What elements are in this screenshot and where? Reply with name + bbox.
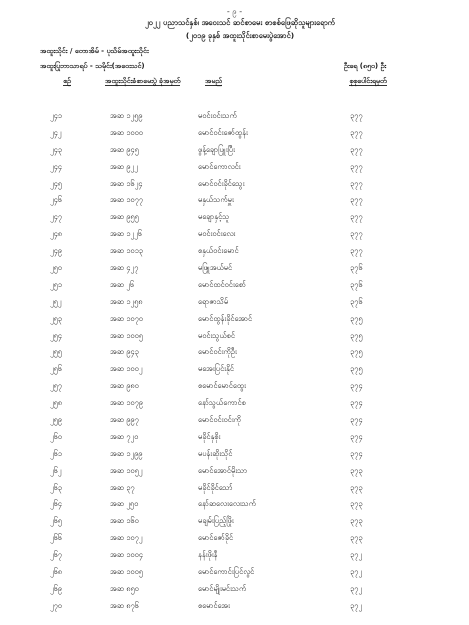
student-name: မောင်ဇော်ခိုင် (198, 533, 234, 543)
table-row (0, 463, 469, 480)
document-title: ၂၀၂၂ ပညာသင်နှစ်၊ အဝေးသင် ဆင်စာမေး စာစစ်ဖြေဆိုသူများရောက် (144, 18, 336, 27)
roll-number: အဆ ၁၀၀၅ (110, 567, 143, 577)
student-name: ဖွန့်ချောပြူးပြီး (198, 144, 235, 154)
total-marks: ၃၇၆ (350, 296, 363, 306)
student-name: မဝင်းဝင်းလေး (198, 229, 236, 239)
table-row (0, 226, 469, 243)
total-marks: ၃၇၄ (350, 415, 363, 425)
table-row (0, 513, 469, 530)
student-name: နန်းဖိုးနီ (198, 550, 218, 560)
roll-number: အဆ ၉၂၂ (110, 161, 138, 171)
student-name: မပန်းဆိုးသိုင် (198, 448, 233, 458)
roll-number: အဆ ၂၅၀ (110, 499, 139, 509)
row-number: ၂၅၅ (50, 347, 62, 357)
roll-number: အဆ ၉၄၃ (110, 347, 139, 357)
roll-number: အဆ ၁၂၅၉ (110, 111, 143, 120)
student-name: ရောဇာသိမ် (198, 296, 229, 306)
table-row (0, 209, 469, 226)
table-row (0, 192, 469, 209)
table-row (0, 446, 469, 463)
table-row (0, 328, 469, 345)
row-number: ၂၆၁ (50, 448, 62, 458)
student-name: စမောင်မောင်ထွေး (198, 381, 246, 391)
roll-number: အဆ ၁၀၇၉ (110, 398, 143, 408)
table-row (0, 294, 469, 311)
roll-number: အဆ ၈၅၀ (110, 583, 139, 593)
table-row (0, 598, 469, 615)
roll-number: အဆ ၁၀၇၀ (110, 313, 143, 323)
table-row (0, 142, 469, 159)
row-number: ၂၅၄ (50, 330, 62, 340)
table-row (0, 581, 469, 598)
total-marks: ၃၇၄ (350, 431, 363, 441)
total-marks: ၃၇၂ (350, 583, 362, 593)
table-row (0, 429, 469, 446)
table-row (0, 530, 469, 547)
student-name: မောင်ဝင်းခိုင်သွေး (198, 178, 245, 188)
row-number: ၂၅၂ (50, 296, 62, 306)
roll-number: အဆ ၁၀၀၀ (110, 127, 143, 137)
total-marks: ၃၇၇ (350, 229, 363, 239)
total-marks: ၃၇၄ (350, 398, 363, 408)
total-marks: ၃၇၇ (350, 212, 363, 222)
table-row (0, 496, 469, 513)
student-name: မောင်ဝင်းဝင်းကို (198, 415, 241, 425)
row-number: ၂၄၂ (50, 127, 62, 137)
column-header-name: အမည် (205, 77, 223, 85)
table-row (0, 108, 469, 125)
total-marks: ၃၇၇ (350, 195, 363, 205)
total-marks: ၃၇၂ (350, 567, 362, 577)
student-name: မောင်မျိုးမင်းသက် (198, 583, 247, 593)
row-number: ၂၇၀ (50, 600, 62, 610)
roll-number: အဆ ၁၂၉၉ (110, 448, 143, 458)
total-marks: ၃၇၄ (350, 381, 363, 391)
row-number: ၂၄၅ (50, 178, 62, 188)
total-marks: ၃၇၃ (350, 482, 363, 492)
student-name: နော်ဆလေးလေးသက် (198, 499, 257, 509)
total-marks: ၃၇၇ (350, 144, 363, 154)
roll-number: အဆ ၁၂၅၈ (110, 296, 143, 306)
table-row (0, 311, 469, 328)
table-row (0, 243, 469, 260)
student-name: မောင်ကောလင်း (198, 161, 241, 171)
column-header-no: စဉ် (63, 77, 71, 85)
student-name: မောင်ထွန်းခိုင်အောင် (198, 313, 253, 323)
roll-number: အဆ ၁၀၅၂ (110, 465, 143, 475)
roll-number: အဆ ၁၀၇၂ (110, 533, 143, 543)
department-line: အထူးသိုင်း / တောအိမ် - ပုသိမ်အထူးသိုင်း (40, 47, 149, 55)
table-row (0, 260, 469, 277)
total-marks: ၃၇၅ (350, 347, 363, 357)
student-name: မဝင်းသွယ်စင် (198, 330, 235, 340)
roll-number: အဆ ၁၀၀၄ (110, 550, 143, 560)
row-number: ၂၆၅ (50, 516, 62, 526)
roll-number: အဆ ၇၂၀ (110, 431, 139, 441)
row-number: ၂၆၀ (50, 431, 62, 441)
roll-number: အဆ ၁၆၀ (110, 516, 139, 526)
table-row (0, 547, 469, 564)
total-marks: ၃၇၇ (350, 111, 363, 120)
total-marks: ၃၇၅ (350, 330, 363, 340)
total-marks: ၃၇၆ (350, 279, 363, 289)
student-name: မခိုင်နုစိုး (198, 431, 221, 441)
total-marks: ၃၇၇ (350, 246, 363, 256)
table-row (0, 125, 469, 142)
document-subtitle: (၂၀၁၉ ခုနှစ် အထူးသိုင်းစာမေးပွဲအောင်) (185, 31, 295, 40)
table-row (0, 159, 469, 176)
student-name: မနှယ်သက်မှူး (198, 195, 234, 205)
total-marks: ၃၇၅ (350, 313, 363, 323)
table-row (0, 176, 469, 193)
row-number: ၂၅၉ (50, 415, 62, 425)
total-count: ဦးရေ (၈၅၀) ဦး (343, 62, 387, 70)
student-name: မဖြူအယ်မင် (198, 263, 233, 273)
student-name: မဝင်းဝင်းသက် (198, 111, 237, 120)
roll-number: အဆ ၄၂၇ (110, 263, 139, 273)
row-number: ၂၆၈ (50, 567, 63, 577)
table-row (0, 412, 469, 429)
student-name: နော်သွယ်ကောင်စ (198, 398, 246, 408)
row-number: ၂၅၀ (50, 263, 62, 273)
roll-number: အဆ ၁၀၀၂ (110, 364, 143, 374)
row-number: ၂၄၇ (50, 212, 62, 222)
total-marks: ၃၇၂ (350, 600, 362, 610)
page-number: - ၉ - (226, 7, 243, 16)
table-row (0, 361, 469, 378)
table-row (0, 564, 469, 581)
row-number: ၂၅၃ (50, 313, 62, 323)
student-name: မောင်ထင်ဝင်းစော် (198, 279, 246, 289)
roll-number: အဆ ၁၆၂၄ (110, 178, 143, 188)
total-marks: ၃၇၂ (350, 550, 362, 560)
student-name: မောင်ဝင်းကိုဦး (198, 347, 237, 357)
student-name: မချောနှင့်သူ (198, 212, 230, 222)
row-number: ၂၄၆ (50, 195, 62, 205)
student-name: မခိုင်ခိုင်သော် (198, 482, 233, 492)
roll-number: အဆ ၉၈၀ (110, 381, 139, 391)
row-number: ၂၅၇ (50, 381, 62, 391)
roll-number: အဆ ၈၇၆ (110, 600, 139, 610)
roll-number: အဆ ၉၉၇ (110, 415, 139, 425)
total-marks: ၃၇၃ (350, 533, 363, 543)
row-number: ၂၆၆ (50, 533, 62, 543)
subject-line: အထူးပြုဘာသာရပ် - သမိုင်း(အဝေးသင်) (40, 62, 145, 70)
total-marks: ၃၇၇ (350, 178, 363, 188)
column-header-marks: စုစုပေါင်းရမှတ် (349, 77, 387, 85)
row-number: ၂၅၁ (50, 279, 62, 289)
total-marks: ၃၇၄ (350, 448, 363, 458)
student-name: မချမ်းပြည့်ဖြိုး (198, 516, 234, 526)
roll-number: အဆ ၉၄၅ (110, 144, 139, 154)
total-marks: ၃၇၃ (350, 499, 363, 509)
table-row (0, 480, 469, 497)
student-name: မအေးပြင်းနိုင် (198, 364, 234, 374)
roll-number: အဆ ၁၀၁၃ (110, 246, 143, 256)
total-marks: ၃၇၆ (350, 263, 363, 273)
table-row (0, 378, 469, 395)
row-number: ၂၄၃ (50, 144, 62, 154)
roll-number: အဆ ၃၇ (110, 482, 135, 492)
roll-number: အဆ ၉၅၅ (110, 212, 139, 222)
row-number: ၂၄၁ (50, 111, 62, 120)
roll-number: အဆ ၂၆ (110, 279, 135, 289)
roll-number: အဆ ၁၂၂၆ (110, 229, 142, 239)
total-marks: ၃၇၃ (350, 465, 363, 475)
total-marks: ၃၇၇ (350, 161, 363, 171)
row-number: ၂၅၆ (50, 364, 62, 374)
column-header-roll: အထူးသိုင်းခံစာမေးပွဲ ခုံအမှတ် (105, 77, 181, 85)
student-name: မောင်အောင်မိုးသာ (198, 465, 248, 475)
row-number: ၂၄၈ (50, 229, 63, 239)
table-row (0, 344, 469, 361)
row-number: ၂၄၉ (50, 246, 62, 256)
table-row (0, 395, 469, 412)
student-name: မောင်ကောင်းပြင်လွင် (198, 567, 255, 577)
total-marks: ၃၇၅ (350, 364, 363, 374)
roll-number: အဆ ၁၀၇၇ (110, 195, 143, 205)
total-marks: ၃၇၇ (350, 127, 363, 137)
student-name: စနှယ်ဝင်းမောင် (198, 246, 239, 256)
row-number: ၂၆၇ (50, 550, 62, 560)
row-number: ၂၅၈ (50, 398, 63, 408)
row-number: ၂၆၄ (50, 499, 62, 509)
row-number: ၂၄၄ (50, 161, 62, 171)
table-row (0, 277, 469, 294)
results-table (0, 108, 469, 615)
row-number: ၂၆၃ (50, 482, 62, 492)
student-name: စမောင်အေး (198, 600, 230, 610)
roll-number: အဆ ၁၀၀၅ (110, 330, 143, 340)
student-name: မောင်ဝင်းဇော်ထွန်း (198, 127, 248, 137)
total-marks: ၃၇၃ (350, 516, 363, 526)
row-number: ၂၆၉ (50, 583, 62, 593)
row-number: ၂၆၂ (50, 465, 62, 475)
